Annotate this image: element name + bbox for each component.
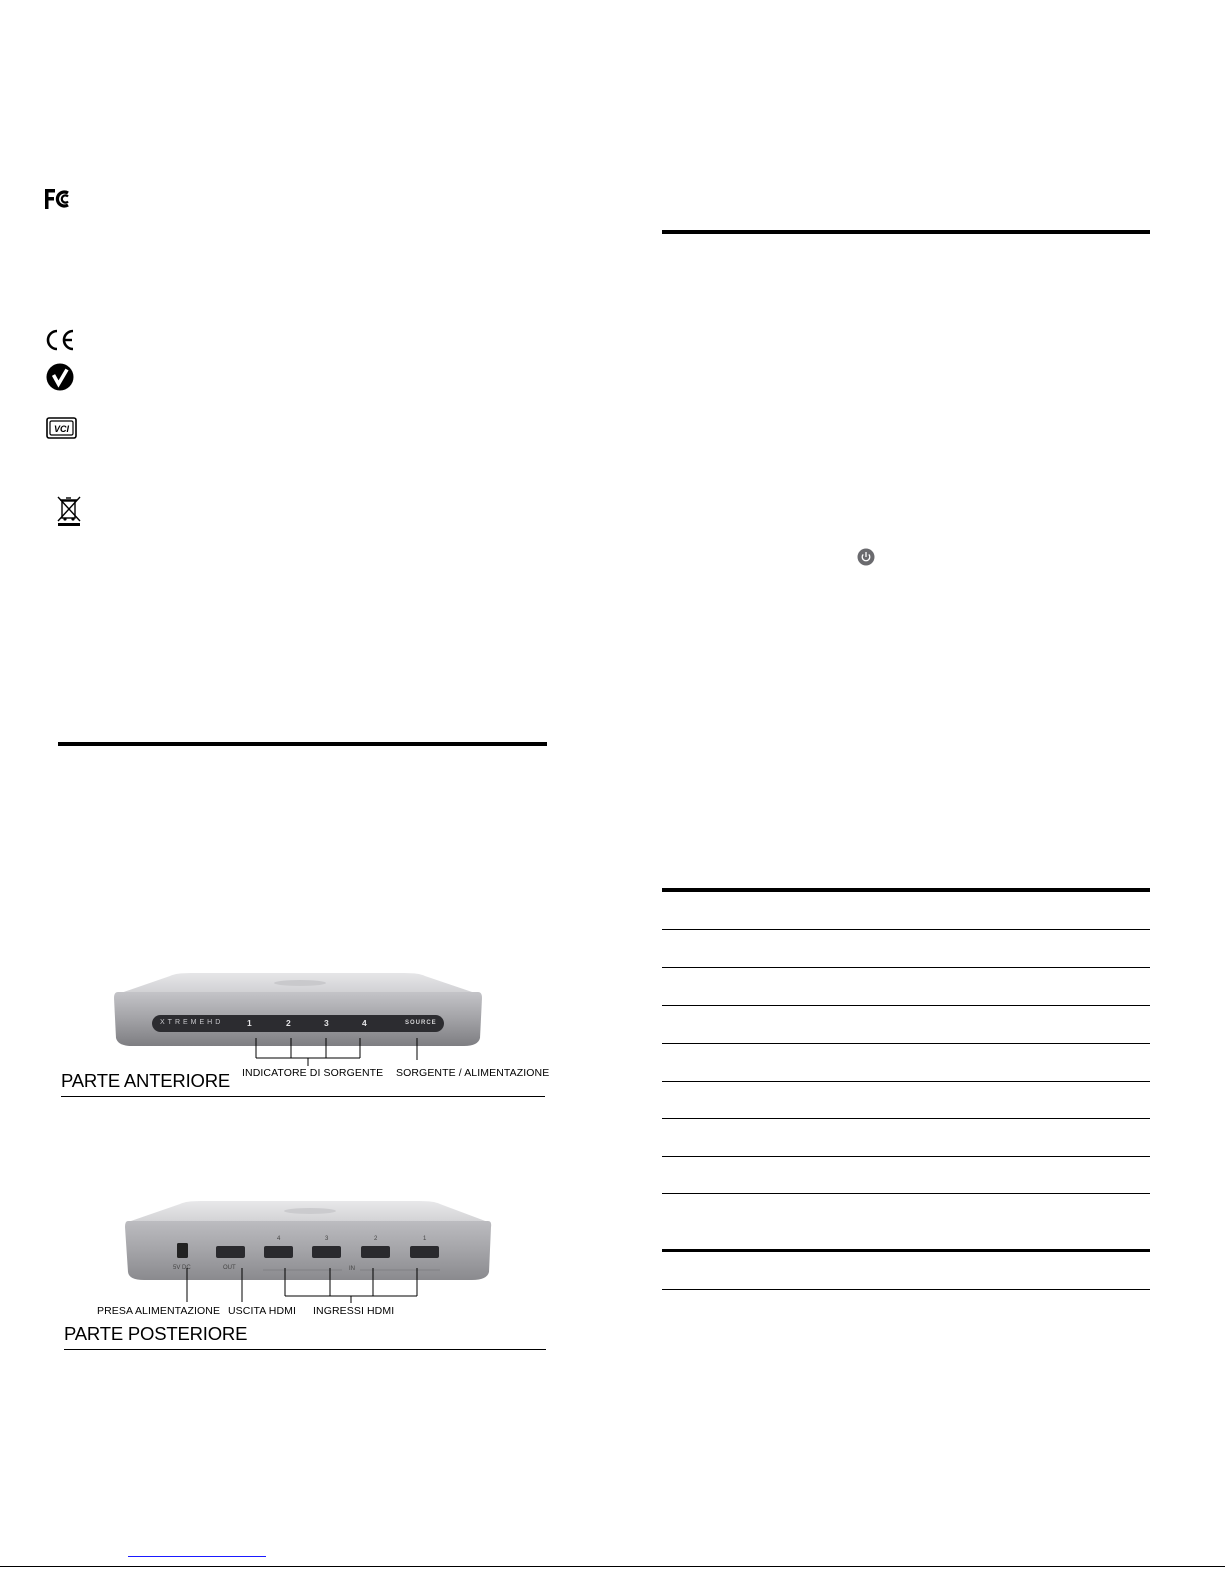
panel-number-4: 4 — [362, 1018, 367, 1028]
back-port-number-4: 4 — [277, 1236, 281, 1242]
back-label-out: OUT — [223, 1265, 236, 1271]
back-port-number-1: 1 — [423, 1236, 427, 1242]
back-section-rule — [64, 1349, 546, 1350]
table-row-rule — [662, 929, 1150, 930]
section-divider-right-top — [662, 230, 1150, 234]
panel-number-1: 1 — [247, 1018, 252, 1028]
callout-hdmi-in: INGRESSI HDMI — [313, 1305, 395, 1317]
callout-power-socket: PRESA ALIMENTAZIONE — [97, 1305, 221, 1317]
front-section-title: PARTE ANTERIORE — [61, 1070, 231, 1091]
power-icon — [857, 548, 875, 566]
table-row-rule — [662, 967, 1150, 968]
table-bottom-rule — [662, 1289, 1150, 1290]
table-top-rule — [662, 888, 1150, 892]
back-section-title: PARTE POSTERIORE — [64, 1323, 248, 1344]
footer-rule — [0, 1566, 1225, 1567]
callout-hdmi-out: USCITA HDMI — [228, 1305, 296, 1317]
panel-brand: XTREMEHD — [160, 1019, 224, 1026]
callout-source-indicator: INDICATORE DI SORGENTE — [242, 1067, 384, 1079]
panel-source-label: SOURCE — [405, 1020, 437, 1026]
back-label-in: IN — [349, 1266, 355, 1272]
svg-text:VCI: VCI — [53, 424, 70, 434]
back-label-dc: 5V DC — [173, 1265, 191, 1271]
table-row-rule — [662, 1118, 1150, 1119]
table-row-rule — [662, 1193, 1150, 1194]
table-row-rule — [662, 1081, 1150, 1082]
back-port-number-2: 2 — [374, 1236, 378, 1242]
back-callout-lines — [0, 0, 560, 1320]
table-row-rule — [662, 1043, 1150, 1044]
table-row-rule — [662, 1156, 1150, 1157]
callout-source-power: SORGENTE / ALIMENTAZIONE — [396, 1067, 550, 1079]
table-row-rule — [662, 1005, 1150, 1006]
footer-link-underline[interactable] — [128, 1556, 266, 1557]
table-section-rule — [662, 1249, 1150, 1252]
back-port-number-3: 3 — [325, 1236, 329, 1242]
panel-number-3: 3 — [324, 1018, 329, 1028]
panel-number-2: 2 — [286, 1018, 291, 1028]
